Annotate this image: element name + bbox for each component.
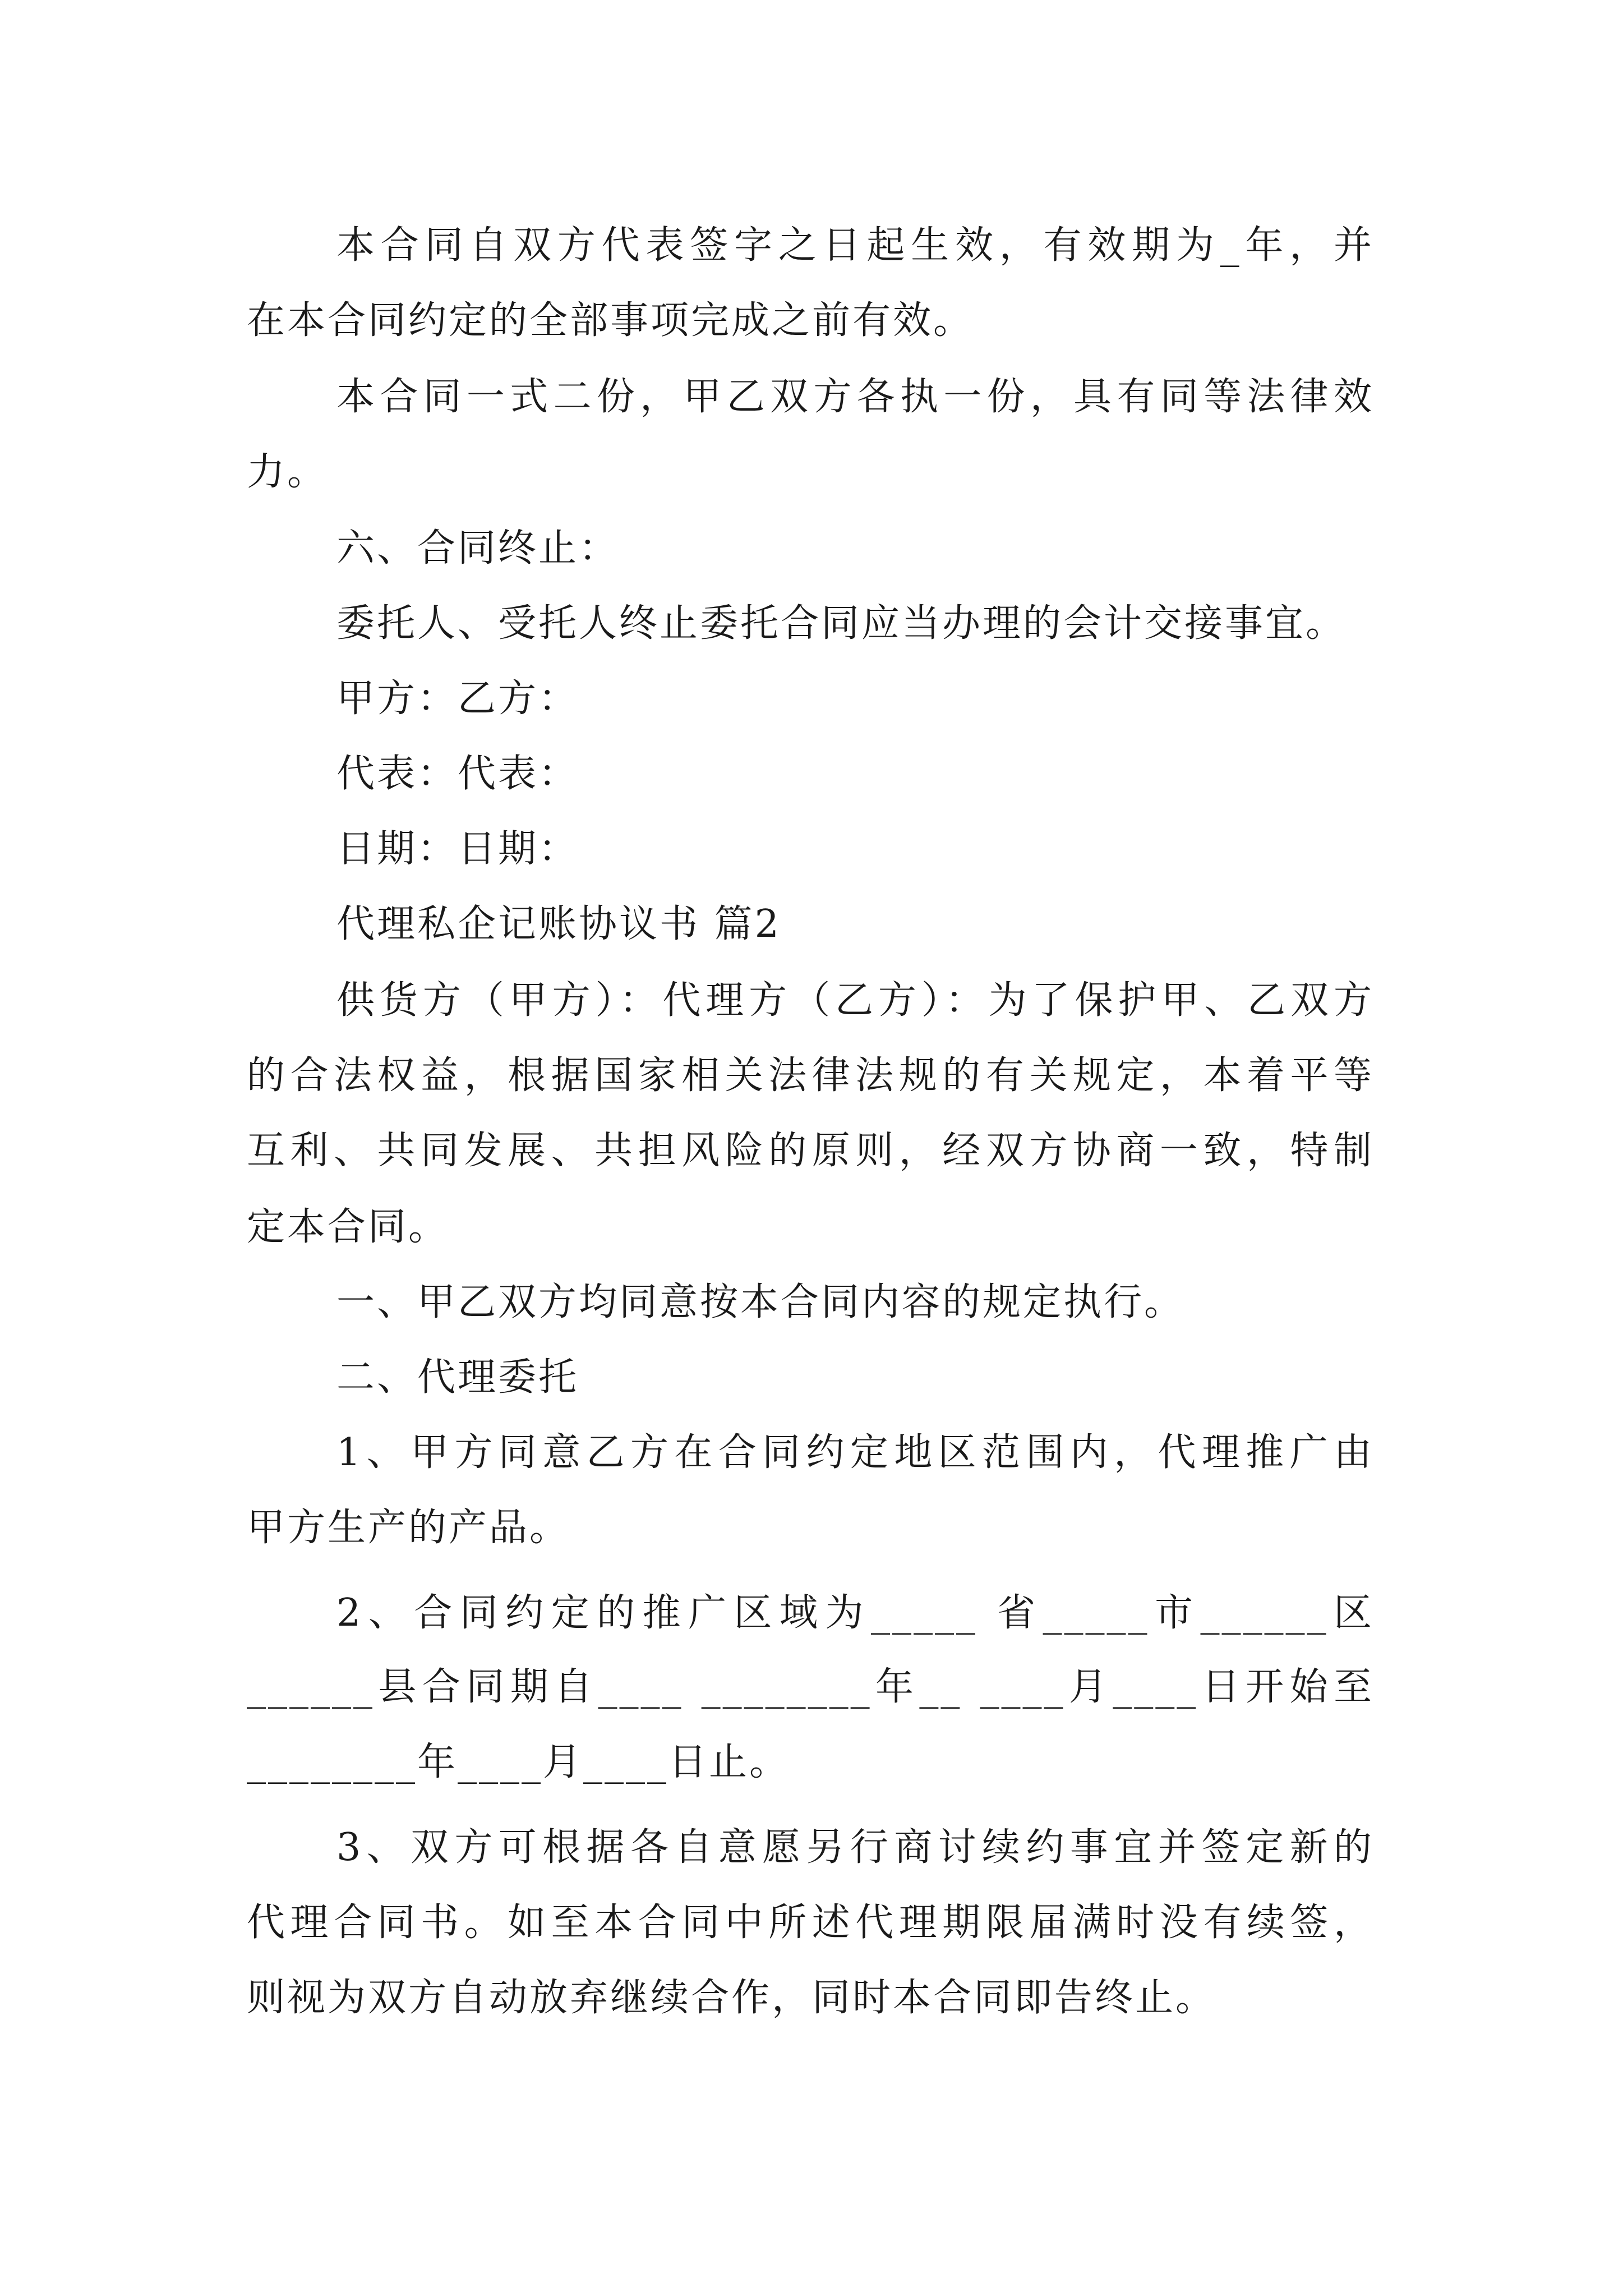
document-title: 代理私企记账协议书 篇2 — [336, 902, 781, 946]
signature-party-line: 甲方：乙方： — [336, 677, 579, 721]
clause-line: 代理合同书。如至本合同中所述代理期限届满时没有续签， — [247, 1901, 1374, 1945]
clause-line: 则视为双方自动放弃继续合作，同时本合同即告终止。 — [247, 1976, 1216, 2020]
paragraph-line: 委托人、受托人终止委托合同应当办理的会计交接事宜。 — [336, 601, 1347, 646]
signature-date-line: 日期：日期： — [336, 827, 579, 871]
paragraph-line: 本合同自双方代表签字之日起生效，有效期为_年，并 — [336, 223, 1374, 268]
clause-line: ________年____月____日止。 — [247, 1740, 790, 1784]
paragraph-line: 的合法权益，根据国家相关法律法规的有关规定，本着平等 — [247, 1053, 1374, 1098]
paragraph-line: 本合同一式二份，甲乙双方各执一份，具有同等法律效 — [336, 375, 1374, 419]
clause-line: 一、甲乙双方均同意按本合同内容的规定执行。 — [336, 1280, 1185, 1324]
paragraph-line: 力。 — [247, 450, 328, 494]
section-heading: 二、代理委托 — [336, 1355, 579, 1400]
paragraph-line: 在本合同约定的全部事项完成之前有效。 — [247, 298, 974, 343]
clause-line: 3、双方可根据各自意愿另行商讨续约事宜并签定新的 — [336, 1825, 1374, 1870]
clause-line: 1、甲方同意乙方在合同约定地区范围内，代理推广由 — [336, 1430, 1374, 1475]
signature-representative-line: 代表：代表： — [336, 752, 579, 796]
paragraph-line: 定本合同。 — [247, 1205, 449, 1249]
section-heading: 六、合同终止： — [336, 526, 620, 570]
clause-line: ______县合同期自____ ________年__ ____月____日开始至 — [247, 1665, 1374, 1709]
paragraph-line: 供货方（甲方）：代理方（乙方）：为了保护甲、乙双方 — [336, 978, 1374, 1023]
paragraph-line: 互利、共同发展、共担风险的原则，经双方协商一致，特制 — [247, 1129, 1374, 1173]
clause-line: 甲方生产的产品。 — [247, 1506, 570, 1550]
clause-line: 2、合同约定的推广区域为_____ 省_____市______区 — [336, 1591, 1374, 1635]
